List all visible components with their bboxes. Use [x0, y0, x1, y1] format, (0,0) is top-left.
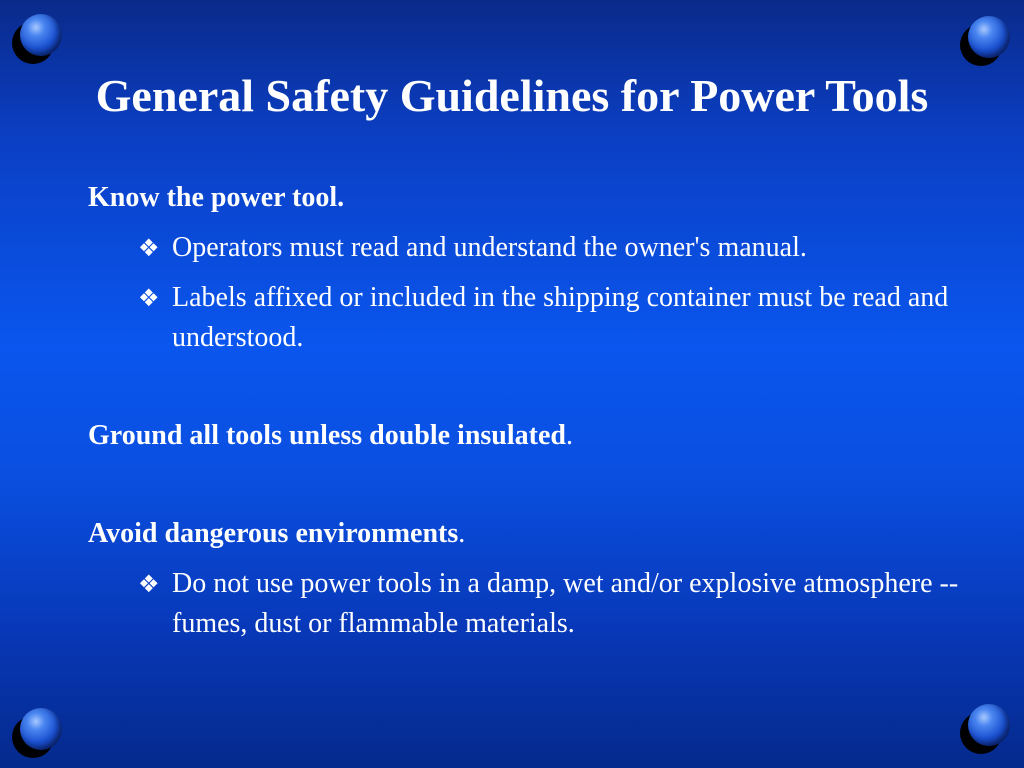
section-heading-trail: . — [458, 518, 466, 549]
bullet-list — [88, 228, 968, 358]
bullet-text: Operators must read and understand the owner's manual. — [172, 232, 807, 263]
bullet-item — [138, 278, 968, 358]
section-heading-text: Ground all tools unless double insulated — [88, 420, 566, 451]
orb-icon — [12, 14, 64, 66]
bullet-diamond-icon: ❖ — [138, 284, 160, 312]
section-heading — [88, 416, 968, 456]
section-heading-text: Avoid dangerous environments — [88, 518, 459, 549]
section-heading-trail: . — [565, 420, 573, 451]
bullet-diamond-icon: ❖ — [138, 234, 160, 262]
bullet-text: Do not use power tools in a damp, wet and/or explosive atmosphere -- fumes, dust or flammable materials. — [172, 568, 959, 639]
bullet-list — [88, 564, 968, 644]
section-heading — [88, 178, 968, 218]
orb-icon — [12, 708, 64, 760]
bullet-item — [138, 564, 968, 644]
section-heading-text: Know the power tool. — [88, 182, 345, 213]
bullet-item — [138, 228, 968, 268]
section-heading — [88, 514, 968, 554]
slide-body — [88, 178, 968, 644]
bullet-text: Labels affixed or included in the shipping container must be read and understood. — [172, 282, 949, 353]
orb-icon — [960, 16, 1012, 68]
slide-title: General Safety Guidelines for Power Tools — [95, 70, 929, 121]
bullet-diamond-icon: ❖ — [138, 570, 160, 598]
orb-icon — [960, 704, 1012, 756]
